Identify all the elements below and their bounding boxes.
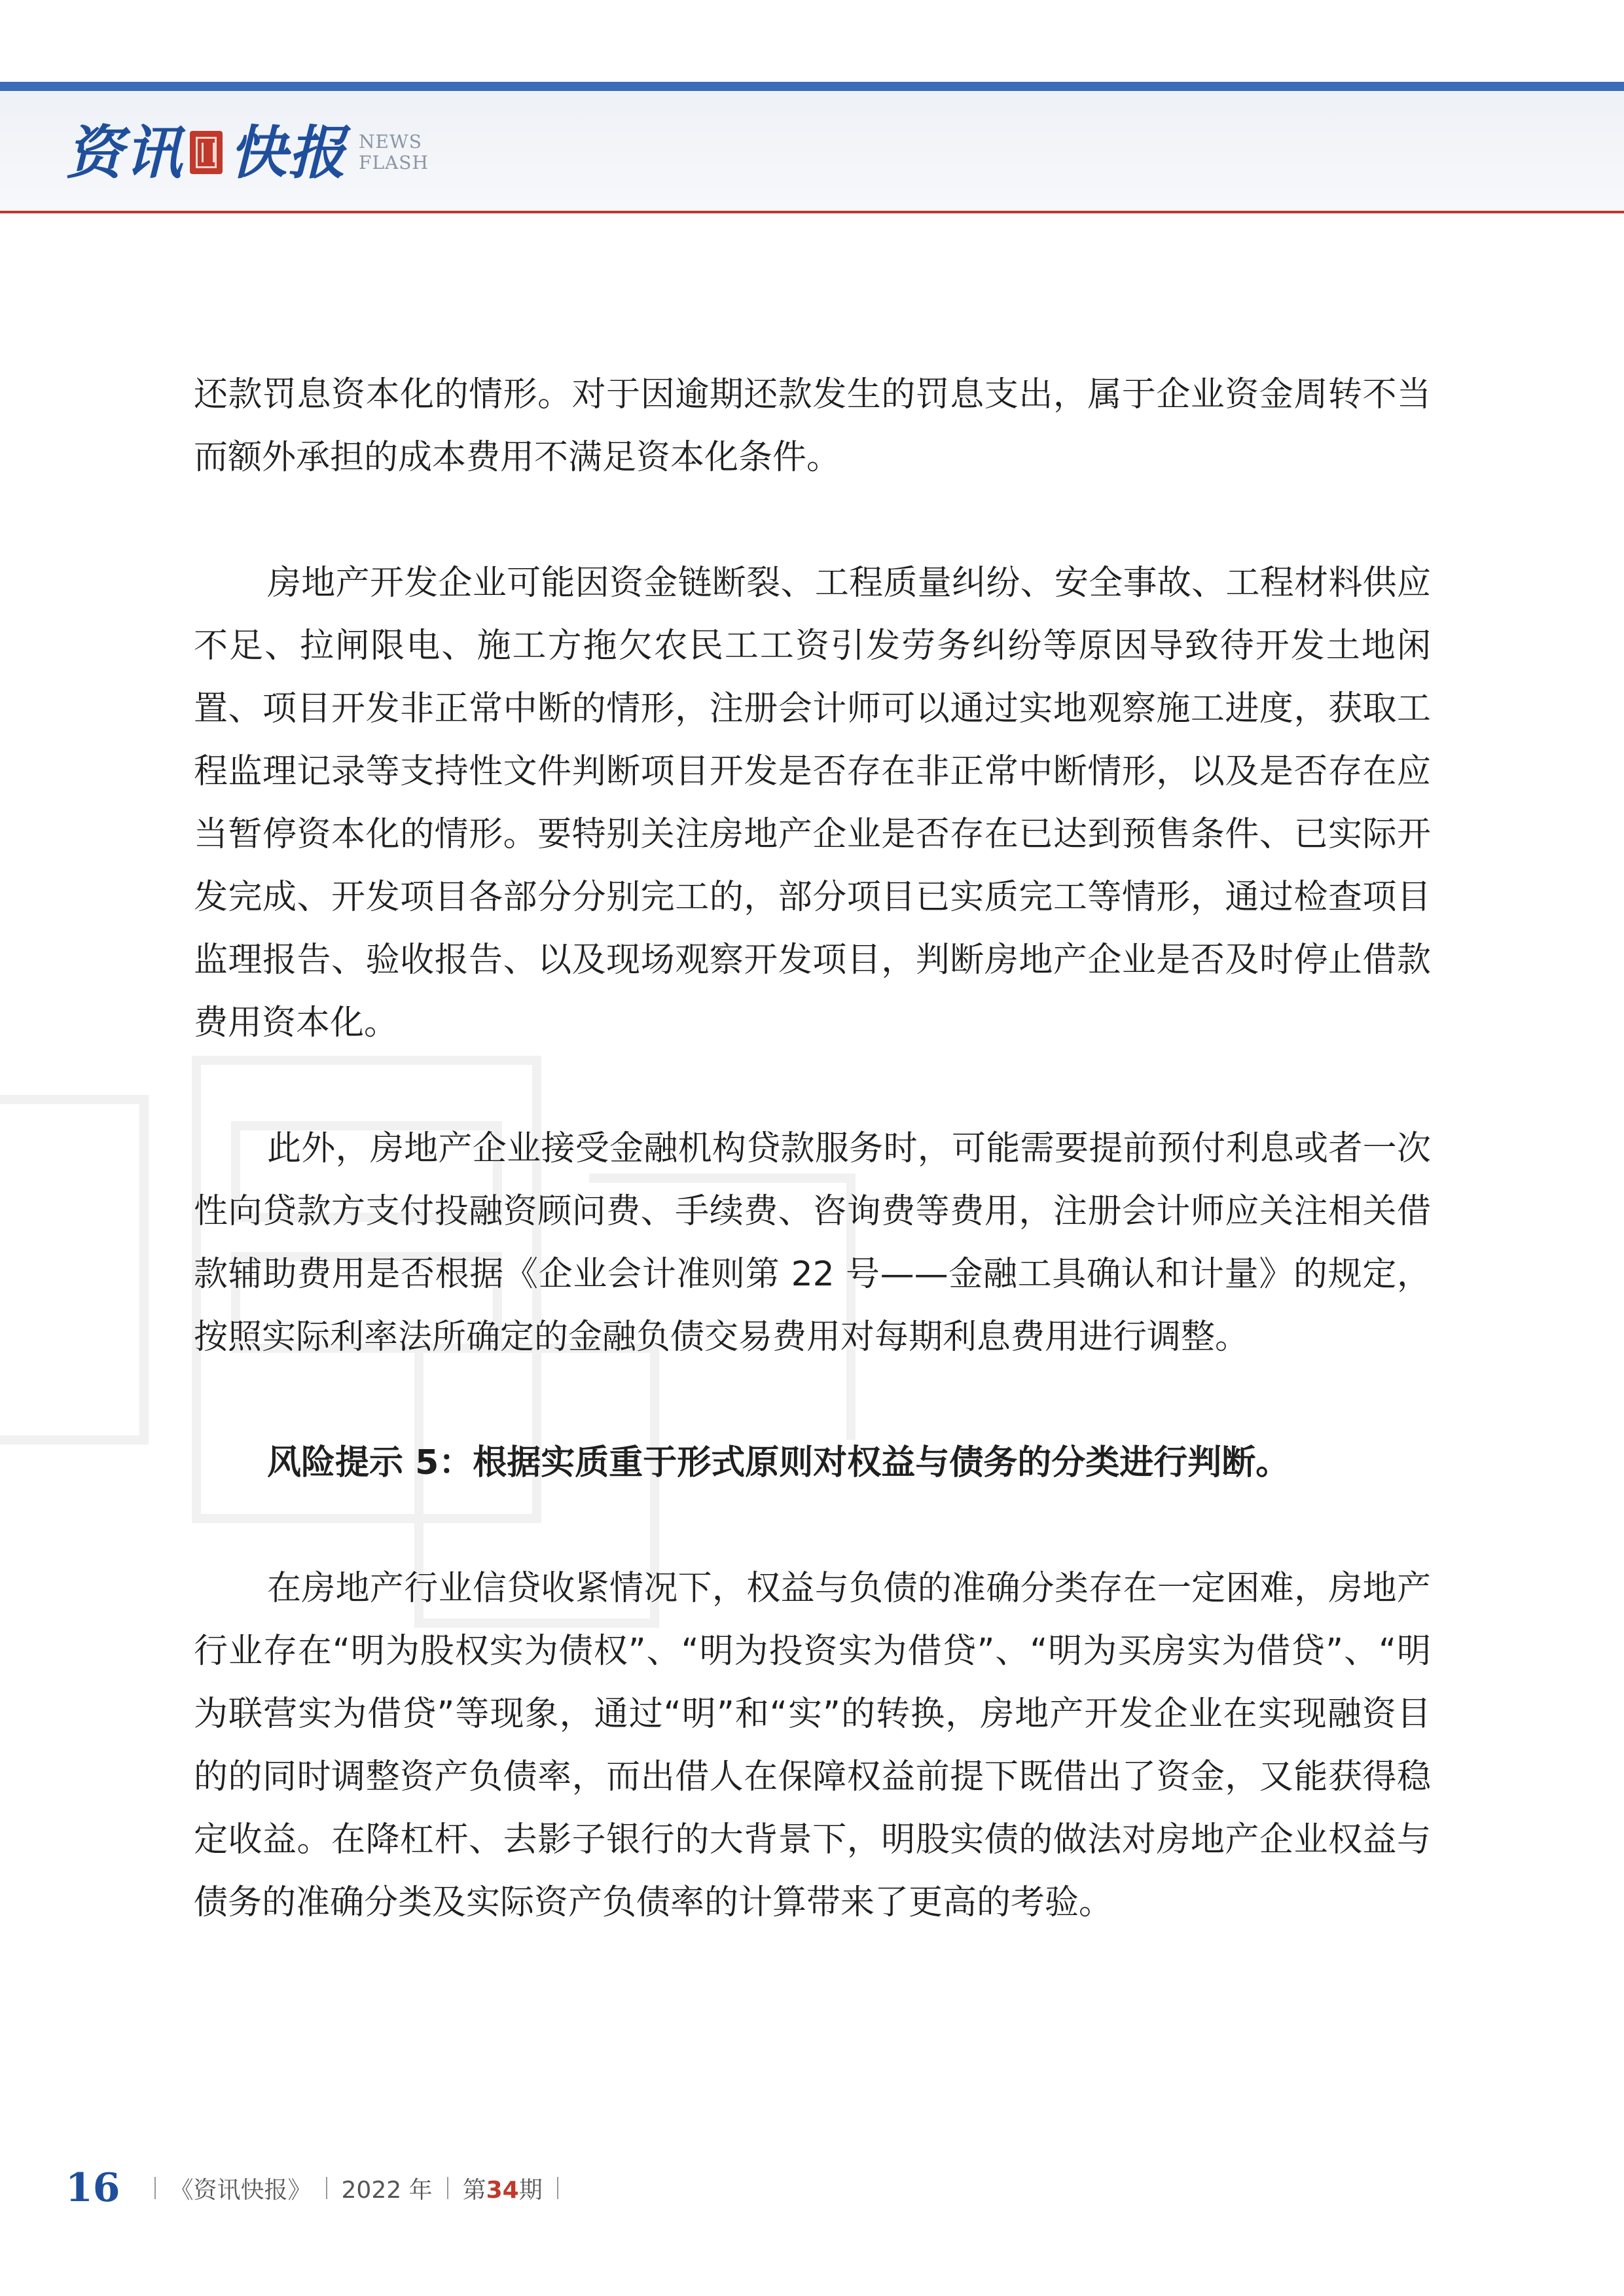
seal-icon: [190, 131, 223, 174]
paragraph-1: 还款罚息资本化的情形。对于因逾期还款发生的罚息支出，属于企业资金周转不当而额外承担的成本费用不满足资本化条件。: [194, 375, 1431, 477]
footer-divider: [326, 2177, 327, 2199]
brand-title-right: 快报: [229, 118, 348, 187]
publication-year: 2022 年: [341, 2176, 433, 2204]
page-footer: [65, 2159, 573, 2217]
issue-prefix: 第: [462, 2176, 486, 2204]
brand-title-left: 资讯: [65, 118, 184, 187]
paragraph-2: 房地产开发企业可能因资金链断裂、工程质量纠纷、安全事故、工程材料供应不足、拉闸限电、施工方拖欠农民工工资引发劳务纠纷等原因导致待开发土地闲置、项目开发非正常中断的情形，注册会计师可以通过实地观察施工进度，获取工程监理记录等支持性文件判断项目开发是否存在非正常中断情形，以及是否存在应当暂停资本化的情形。要特别关注房地产企业是否存在已达到预售条件、已实际开发完成、开发项目各部分分别完工的，部分项目已实质完工等情形，通过检查项目监理报告、验收报告、以及现场观察开发项目，判断房地产企业是否及时停止借款费用资本化。: [194, 564, 1431, 1043]
paragraph-3: 此外，房地产企业接受金融机构贷款服务时，可能需要提前预付利息或者一次性向贷款方支付投融资顾问费、手续费、咨询费等费用，注册会计师应关注相关借款辅助费用是否根据《企业会计准则第 22 号——金融工具确认和计量》的规定，按照实际利率法所确定的金融负债交易费用对每期利息费用进行调整。: [194, 1129, 1431, 1357]
article-body: [194, 363, 1431, 1934]
risk-heading: 风险提示 5：根据实质重于形式原则对权益与债务的分类进行判断。: [267, 1443, 1290, 1482]
brand-subtitle-news: NEWS: [359, 131, 422, 152]
issue-label: [463, 2172, 543, 2205]
publication-name: 《资讯快报》: [170, 2176, 312, 2204]
masthead-logo: [65, 117, 429, 188]
paragraph-4: 在房地产行业信贷收紧情况下，权益与负债的准确分类存在一定困难，房地产行业存在“明为股权实为债权”、“明为投资实为借贷”、“明为买房实为借贷”、“明为联营实为借贷”等现象，通过“明”和“实”的转换，房地产开发企业在实现融资目的的同时调整资产负债率，而出借人在保障权益前提下既借出了资金，又能获得稳定收益。在降杠杆、去影子银行的大背景下，明股实债的做法对房地产企业权益与债务的准确分类及实际资产负债率的计算带来了更高的考验。: [194, 1569, 1431, 1922]
page-number: 16: [65, 2165, 120, 2211]
header-top-bar: [0, 82, 1624, 91]
issue-number: 34: [486, 2176, 519, 2204]
brand-subtitle: [359, 132, 429, 173]
brand-subtitle-flash: FLASH: [359, 152, 429, 173]
header-red-rule: [0, 211, 1624, 213]
footer-divider: [447, 2177, 448, 2199]
footer-divider: [557, 2177, 558, 2199]
footer-divider: [154, 2177, 156, 2199]
issue-suffix: 期: [518, 2176, 543, 2204]
